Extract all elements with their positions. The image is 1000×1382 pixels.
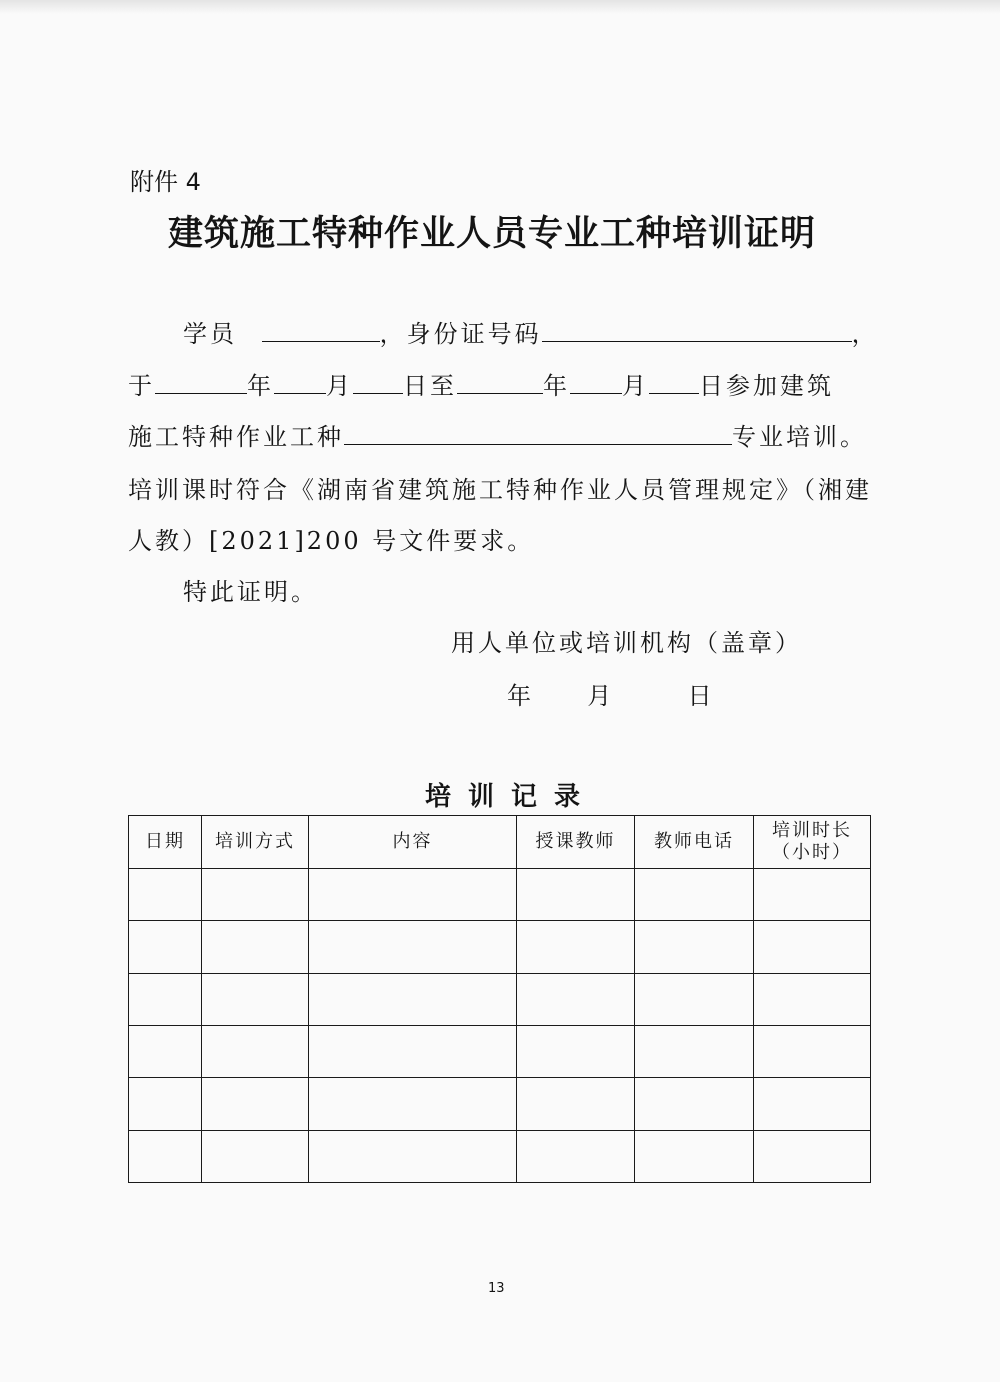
table-row xyxy=(129,1078,871,1130)
end-comma: ， xyxy=(851,320,879,348)
start-month-label: 月 xyxy=(326,372,353,400)
document-title: 建筑施工特种作业人员专业工种培训证明 xyxy=(168,213,817,254)
body-line-4: 培训课时符合《湖南省建筑施工特种作业人员管理规定》（湘建 xyxy=(128,476,872,504)
start-day-label: 日 xyxy=(403,372,430,400)
id-number-blank xyxy=(542,315,852,342)
col-method: 培训方式 xyxy=(202,816,309,869)
end-day-blank xyxy=(649,367,699,394)
end-year-label: 年 xyxy=(543,372,570,400)
table-cell[interactable] xyxy=(517,921,635,973)
table-cell[interactable] xyxy=(754,973,871,1025)
certify-text: 特此证明。 xyxy=(183,578,318,606)
table-cell[interactable] xyxy=(517,1078,635,1130)
start-month-blank xyxy=(274,367,326,394)
table-row xyxy=(129,973,871,1025)
table-cell[interactable] xyxy=(754,921,871,973)
col-date: 日期 xyxy=(129,816,202,869)
table-cell[interactable] xyxy=(517,869,635,921)
table-cell[interactable] xyxy=(309,1078,517,1130)
comma: ， xyxy=(379,320,407,348)
table-cell[interactable] xyxy=(309,1130,517,1182)
table-cell[interactable] xyxy=(309,973,517,1025)
table-cell[interactable] xyxy=(754,1130,871,1182)
end-year-blank xyxy=(457,367,543,394)
signature-org: 用人单位或培训机构（盖章） xyxy=(451,629,802,657)
from-label: 于 xyxy=(128,372,155,400)
end-month-blank xyxy=(570,367,622,394)
start-day-blank xyxy=(353,367,403,394)
table-cell[interactable] xyxy=(635,1025,754,1077)
end-month-label: 月 xyxy=(622,372,649,400)
trade-label: 施工特种作业工种 xyxy=(128,423,344,451)
table-cell[interactable] xyxy=(635,973,754,1025)
sign-month: 月 xyxy=(587,682,615,710)
table-cell[interactable] xyxy=(202,973,309,1025)
table-cell[interactable] xyxy=(202,869,309,921)
table-row xyxy=(129,869,871,921)
body-line-5: 人教）[2021]200 号文件要求。 xyxy=(128,527,535,555)
start-year-blank xyxy=(155,367,247,394)
table-cell[interactable] xyxy=(129,1025,202,1077)
table-cell[interactable] xyxy=(129,1078,202,1130)
table-cell[interactable] xyxy=(754,869,871,921)
table-header-row xyxy=(129,816,871,869)
student-name-blank xyxy=(262,315,380,342)
table-cell[interactable] xyxy=(754,1025,871,1077)
attachment-label: 附件 4 xyxy=(130,168,201,196)
table-cell[interactable] xyxy=(129,921,202,973)
table-cell[interactable] xyxy=(129,869,202,921)
trade-suffix: 专业培训。 xyxy=(732,423,867,451)
table-cell[interactable] xyxy=(517,1025,635,1077)
to-label: 至 xyxy=(430,372,457,400)
col-duration xyxy=(754,816,871,869)
record-title: 培训记录 xyxy=(425,782,598,812)
table-cell[interactable] xyxy=(635,921,754,973)
table-cell[interactable] xyxy=(202,1025,309,1077)
table-cell[interactable] xyxy=(309,869,517,921)
table-row xyxy=(129,1130,871,1182)
table-cell[interactable] xyxy=(517,973,635,1025)
training-record-table xyxy=(128,815,871,1183)
table-cell[interactable] xyxy=(635,869,754,921)
table-cell[interactable] xyxy=(202,921,309,973)
col-duration-line2: （小时） xyxy=(772,842,852,863)
body-line-1 xyxy=(183,314,879,349)
scan-edge xyxy=(0,0,1000,14)
col-teacher-phone: 教师电话 xyxy=(635,816,754,869)
table-cell[interactable] xyxy=(635,1130,754,1182)
table-row xyxy=(129,1025,871,1077)
col-duration-line1: 培训时长 xyxy=(772,820,852,841)
table-cell[interactable] xyxy=(309,921,517,973)
sign-day: 日 xyxy=(687,682,715,710)
table-row xyxy=(129,921,871,973)
day-join-text: 日参加建筑 xyxy=(699,372,834,400)
table-cell[interactable] xyxy=(517,1130,635,1182)
col-content: 内容 xyxy=(309,816,517,869)
table-cell[interactable] xyxy=(309,1025,517,1077)
start-year-label: 年 xyxy=(247,372,274,400)
table-cell[interactable] xyxy=(129,1130,202,1182)
table-cell[interactable] xyxy=(202,1078,309,1130)
body-line-2 xyxy=(128,366,834,401)
id-label: 身份证号码 xyxy=(406,320,542,348)
body-line-3 xyxy=(128,417,867,452)
table-cell[interactable] xyxy=(129,973,202,1025)
table-cell[interactable] xyxy=(635,1078,754,1130)
signature-date xyxy=(507,676,715,711)
sign-year: 年 xyxy=(507,682,534,710)
table-cell[interactable] xyxy=(202,1130,309,1182)
student-label: 学员 xyxy=(183,320,237,348)
page-number: 13 xyxy=(488,1281,505,1296)
table-cell[interactable] xyxy=(754,1078,871,1130)
col-teacher: 授课教师 xyxy=(517,816,635,869)
trade-blank xyxy=(344,418,732,445)
